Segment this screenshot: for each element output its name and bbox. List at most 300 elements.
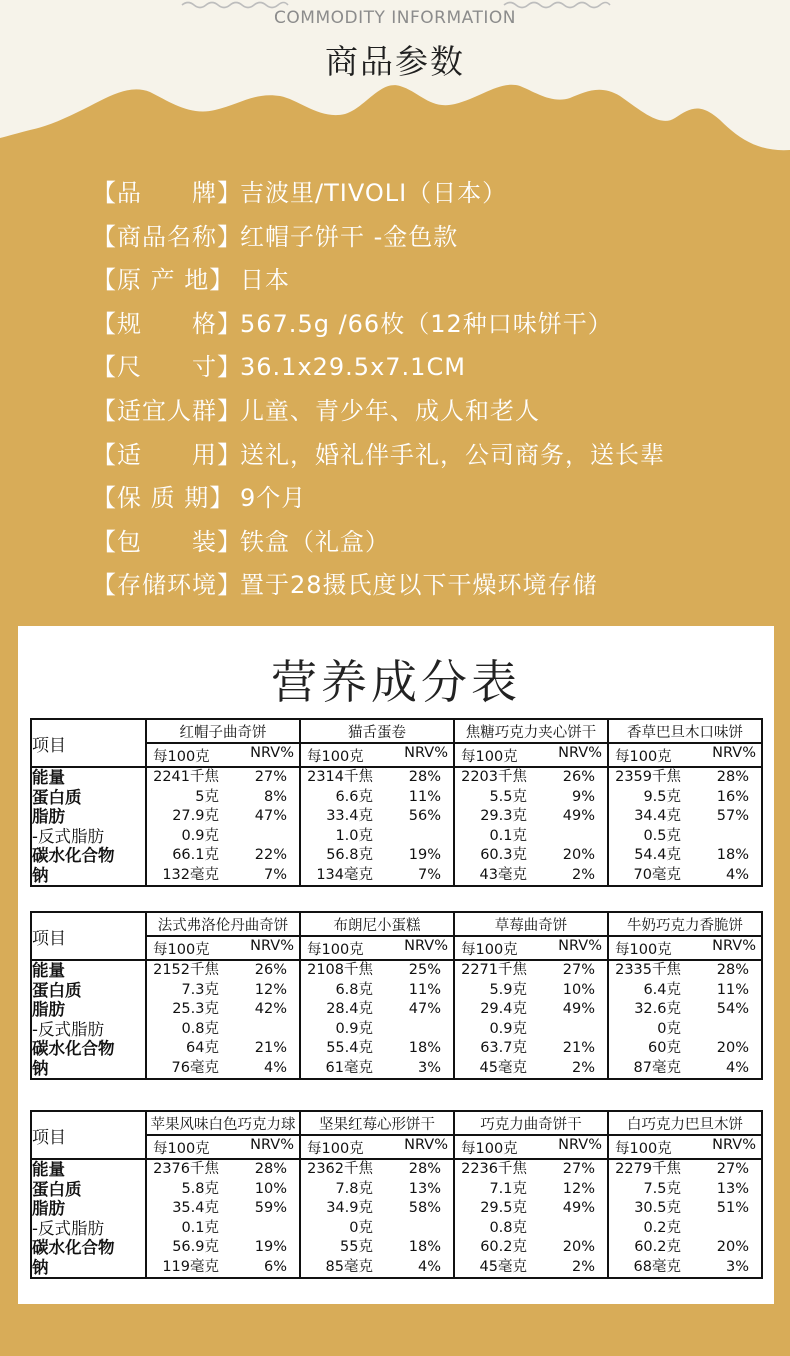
nrv-value: 27% [254, 769, 287, 785]
amount-value: 54.4克 [634, 847, 681, 863]
amount-value: 35.4克 [172, 1200, 219, 1216]
nrv-label: NRV% [404, 744, 448, 761]
per-100g-label: 每100克 [461, 748, 518, 765]
amount-value: 5.5克 [489, 788, 527, 805]
amount-value: 2108千焦 [307, 962, 373, 978]
amount-value: 70毫克 [633, 866, 681, 883]
amount-value: 34.4克 [634, 808, 681, 824]
nutrient-names-cell [31, 960, 146, 1079]
product-values-cell [146, 1159, 300, 1278]
param-key: 【适 用】 [92, 440, 242, 469]
nrv-value: 28% [716, 962, 749, 978]
value-row [301, 768, 453, 788]
nrv-label: NRV% [250, 937, 294, 954]
product-params-list [92, 172, 772, 608]
amount-value: 7.5克 [643, 1180, 681, 1197]
param-row [92, 259, 772, 303]
amount-value: 28.4克 [326, 1001, 373, 1017]
per-100g-label: 每100克 [461, 1140, 518, 1157]
amount-value: 0.9克 [335, 1020, 373, 1037]
nrv-value [527, 827, 607, 847]
param-value: 567.5g /66枚（12种口味饼干） [240, 309, 613, 338]
value-row [609, 1180, 761, 1200]
amount-value: 33.4克 [326, 808, 373, 824]
amount-value: 56.8克 [326, 847, 373, 863]
nrv-value: 28% [408, 1161, 441, 1177]
nrv-value: 19% [254, 1239, 287, 1255]
param-key: 【商品名称】 [92, 222, 242, 251]
param-row [92, 346, 772, 390]
per-100g-label: 每100克 [307, 941, 364, 958]
nrv-value: 54% [716, 1001, 749, 1017]
product-name: 巧克力曲奇饼干 [454, 1111, 608, 1135]
subheader-cell [146, 1135, 300, 1159]
amount-value: 29.4克 [480, 1001, 527, 1017]
nutrient-name: 脂肪 [32, 1199, 65, 1218]
amount-value: 60.2克 [634, 1239, 681, 1255]
amount-value: 87毫克 [633, 1059, 681, 1076]
value-row [455, 961, 607, 981]
nrv-value: 28% [716, 769, 749, 785]
param-key: 【规 格】 [92, 309, 242, 338]
nrv-value: 49% [562, 1200, 595, 1216]
nrv-value: 8% [263, 788, 287, 805]
per-100g-label: 每100克 [153, 941, 210, 958]
param-row [92, 303, 772, 347]
per-100g-label: 每100克 [461, 941, 518, 958]
nrv-value: 9% [571, 788, 595, 805]
param-value: 铁盒（礼盒） [240, 527, 390, 556]
nrv-label: NRV% [404, 1136, 448, 1153]
amount-value: 32.6克 [634, 1001, 681, 1017]
value-row [301, 788, 453, 808]
nrv-value: 2% [571, 1258, 595, 1275]
nutrient-name: 能量 [32, 768, 65, 787]
param-key: 【保 质 期】 [92, 484, 235, 513]
param-value: 吉波里/TIVOLI（日本） [240, 179, 508, 207]
nutrient-name: 钠 [32, 1257, 49, 1277]
amount-value: 2362千焦 [307, 1161, 373, 1177]
nrv-value: 3% [417, 1059, 441, 1076]
value-row [301, 1000, 453, 1020]
value-row [455, 827, 607, 847]
amount-value: 76毫克 [171, 1059, 219, 1076]
nrv-value: 28% [408, 769, 441, 785]
param-key: 【品 牌】 [92, 179, 242, 207]
value-row [301, 1258, 453, 1278]
nutrient-name: 碳水化合物 [32, 1238, 115, 1257]
value-row [147, 1059, 299, 1079]
amount-value: 7.8克 [335, 1180, 373, 1197]
param-key: 【原 产 地】 [92, 266, 235, 295]
nutrition-panel [18, 626, 774, 1304]
amount-value: 0.5克 [643, 827, 681, 844]
value-row [147, 846, 299, 866]
amount-value: 7.1克 [489, 1180, 527, 1197]
nutrient-name: -反式脂肪 [32, 826, 104, 846]
value-row [301, 1219, 453, 1239]
value-row [609, 1219, 761, 1239]
nrv-label: NRV% [712, 937, 756, 954]
value-row [301, 846, 453, 866]
product-name-row [31, 912, 762, 936]
value-row [455, 807, 607, 827]
param-row [92, 172, 772, 216]
product-name: 坚果红莓心形饼干 [300, 1111, 454, 1135]
nrv-value [373, 827, 453, 847]
value-row [147, 827, 299, 847]
subheader-cell [146, 936, 300, 960]
nrv-value [527, 1219, 607, 1239]
amount-value: 6.6克 [335, 788, 373, 805]
nrv-value: 20% [716, 1040, 749, 1056]
amount-value: 60克 [648, 1040, 681, 1056]
value-row [301, 1180, 453, 1200]
value-row [455, 981, 607, 1001]
subheader-cell [454, 1135, 608, 1159]
per-100g-label: 每100克 [615, 748, 672, 765]
param-value: 红帽子饼干 -金色款 [240, 222, 459, 251]
product-name: 布朗尼小蛋糕 [300, 912, 454, 936]
amount-value: 2241千焦 [153, 769, 219, 785]
product-values-cell [454, 1159, 608, 1278]
nrv-value: 21% [562, 1040, 595, 1056]
nrv-value [681, 827, 761, 847]
amount-value: 60.2克 [480, 1239, 527, 1255]
nutrient-values-row [31, 960, 762, 1079]
nrv-value: 51% [716, 1200, 749, 1216]
subheader-cell [454, 743, 608, 767]
amount-value: 1.0克 [335, 827, 373, 844]
amount-value: 29.3克 [480, 808, 527, 824]
product-name: 法式弗洛伦丹曲奇饼 [146, 912, 300, 936]
nrv-label: NRV% [404, 937, 448, 954]
amount-value: 2236千焦 [461, 1161, 527, 1177]
value-row [609, 827, 761, 847]
nrv-value: 4% [417, 1258, 441, 1275]
product-name: 猫舌蛋卷 [300, 719, 454, 743]
amount-value: 55克 [340, 1239, 373, 1255]
value-row [147, 961, 299, 981]
value-row [455, 1180, 607, 1200]
nutrient-name: 碳水化合物 [32, 1039, 115, 1058]
amount-value: 68毫克 [633, 1258, 681, 1275]
nrv-value: 47% [408, 1001, 441, 1017]
amount-value: 45毫克 [479, 1258, 527, 1275]
param-key: 【适宜人群】 [92, 396, 242, 425]
product-name: 苹果风味白色巧克力球 [146, 1111, 300, 1135]
amount-value: 0克 [657, 1020, 681, 1037]
amount-value: 7.3克 [181, 981, 219, 998]
nrv-value: 2% [571, 866, 595, 883]
value-row [455, 1219, 607, 1239]
value-row [147, 1160, 299, 1180]
per-100g-label: 每100克 [153, 748, 210, 765]
nrv-value: 27% [562, 962, 595, 978]
param-value: 9个月 [240, 484, 307, 513]
amount-value: 85毫克 [325, 1258, 373, 1275]
nrv-value: 18% [408, 1239, 441, 1255]
nutrient-names-cell [31, 767, 146, 886]
value-row [455, 1020, 607, 1040]
nrv-label: NRV% [712, 1136, 756, 1153]
nrv-value: 20% [716, 1239, 749, 1255]
amount-value: 0.9克 [489, 1020, 527, 1037]
value-row [609, 1238, 761, 1258]
subheader-cell [146, 743, 300, 767]
amount-value: 2279千焦 [615, 1161, 681, 1177]
amount-value: 2376千焦 [153, 1161, 219, 1177]
nrv-label: NRV% [250, 1136, 294, 1153]
nutrient-name: 能量 [32, 961, 65, 980]
nrv-value: 13% [716, 1180, 749, 1197]
subheader-cell [608, 743, 762, 767]
value-row [455, 846, 607, 866]
product-values-cell [454, 960, 608, 1079]
product-name: 草莓曲奇饼 [454, 912, 608, 936]
nrv-value: 13% [408, 1180, 441, 1197]
nrv-value: 10% [254, 1180, 287, 1197]
nrv-value: 16% [716, 788, 749, 805]
nrv-value [527, 1020, 607, 1040]
amount-value: 29.5克 [480, 1200, 527, 1216]
amount-value: 56.9克 [172, 1239, 219, 1255]
nrv-value: 49% [562, 808, 595, 824]
nutrition-table [30, 911, 763, 1080]
value-row [147, 1258, 299, 1278]
nutrient-name: -反式脂肪 [32, 1218, 104, 1238]
nrv-value: 11% [716, 981, 749, 998]
nutrient-name: 钠 [32, 1058, 49, 1078]
amount-value: 9.5克 [643, 788, 681, 805]
amount-value: 5.9克 [489, 981, 527, 998]
nrv-value: 20% [562, 1239, 595, 1255]
nutrient-values-row [31, 767, 762, 886]
nrv-value: 4% [263, 1059, 287, 1076]
nutrient-name: 蛋白质 [32, 980, 82, 1000]
product-values-cell [608, 1159, 762, 1278]
nrv-value [373, 1020, 453, 1040]
nrv-label: NRV% [250, 744, 294, 761]
nutrition-title: 营养成分表 [271, 655, 521, 709]
value-row [147, 1000, 299, 1020]
nrv-value [681, 1219, 761, 1239]
nutrient-names-cell [31, 1159, 146, 1278]
nrv-value [219, 827, 299, 847]
param-row [92, 564, 772, 608]
value-row [147, 768, 299, 788]
amount-value: 2335千焦 [615, 962, 681, 978]
param-value: 儿童、青少年、成人和老人 [240, 396, 540, 425]
left-wave-ornament [180, 0, 290, 10]
value-row [147, 1180, 299, 1200]
value-row [147, 981, 299, 1001]
value-row [147, 1039, 299, 1059]
nrv-value: 21% [254, 1040, 287, 1056]
nutrient-name: 碳水化合物 [32, 846, 115, 865]
nrv-value: 12% [254, 981, 287, 998]
nrv-value: 47% [254, 808, 287, 824]
product-values-cell [300, 767, 454, 886]
nrv-value [373, 1219, 453, 1239]
per-100g-label: 每100克 [615, 941, 672, 958]
param-row [92, 477, 772, 521]
nutrient-name: 蛋白质 [32, 1179, 82, 1199]
subheader-cell [300, 1135, 454, 1159]
value-row [455, 1059, 607, 1079]
nrv-value [681, 1020, 761, 1040]
nutrient-name: 能量 [32, 1160, 65, 1179]
nrv-value: 4% [725, 866, 749, 883]
nrv-value [219, 1020, 299, 1040]
value-row [147, 1020, 299, 1040]
nrv-value: 26% [562, 769, 595, 785]
value-row [609, 1039, 761, 1059]
header-eyebrow: COMMODITY INFORMATION [274, 8, 516, 28]
amount-value: 25.3克 [172, 1001, 219, 1017]
amount-value: 0.8克 [181, 1020, 219, 1037]
value-row [609, 1020, 761, 1040]
nrv-value: 58% [408, 1200, 441, 1216]
nrv-value: 56% [408, 808, 441, 824]
value-row [301, 827, 453, 847]
amount-value: 0.2克 [643, 1219, 681, 1236]
amount-value: 5克 [195, 788, 219, 805]
amount-value: 134毫克 [316, 866, 373, 883]
nrv-value: 4% [725, 1059, 749, 1076]
product-values-cell [608, 767, 762, 886]
amount-value: 2152千焦 [153, 962, 219, 978]
value-row [609, 768, 761, 788]
amount-value: 66.1克 [172, 847, 219, 863]
value-row [455, 1238, 607, 1258]
value-row [147, 1199, 299, 1219]
value-row [147, 788, 299, 808]
value-row [455, 1258, 607, 1278]
amount-value: 0.1克 [489, 827, 527, 844]
value-row [301, 807, 453, 827]
value-row [147, 866, 299, 886]
product-name-row [31, 719, 762, 743]
value-row [301, 1059, 453, 1079]
header-banner [0, 0, 790, 170]
nrv-value [219, 1219, 299, 1239]
nrv-value: 27% [716, 1161, 749, 1177]
item-label-cell: 项目 [31, 912, 146, 960]
nrv-label: NRV% [712, 744, 756, 761]
nrv-value: 28% [254, 1161, 287, 1177]
amount-value: 119毫克 [162, 1258, 219, 1275]
nutrient-name: 钠 [32, 865, 49, 885]
amount-value: 34.9克 [326, 1200, 373, 1216]
nutrient-values-row [31, 1159, 762, 1278]
nrv-value: 59% [254, 1200, 287, 1216]
value-row [455, 1000, 607, 1020]
value-row [455, 1199, 607, 1219]
nrv-value: 27% [562, 1161, 595, 1177]
param-key: 【尺 寸】 [92, 353, 242, 382]
nrv-value: 2% [571, 1059, 595, 1076]
amount-value: 45毫克 [479, 1059, 527, 1076]
nrv-value: 22% [254, 847, 287, 863]
nrv-value: 18% [716, 847, 749, 863]
subheader-cell [300, 936, 454, 960]
value-row [301, 981, 453, 1001]
nrv-label: NRV% [558, 937, 602, 954]
param-row [92, 521, 772, 565]
value-row [301, 1039, 453, 1059]
amount-value: 132毫克 [162, 866, 219, 883]
amount-value: 27.9克 [172, 808, 219, 824]
nutrient-name: 蛋白质 [32, 787, 82, 807]
nrv-value: 11% [408, 981, 441, 998]
per-100g-label: 每100克 [307, 748, 364, 765]
amount-value: 2271千焦 [461, 962, 527, 978]
nrv-value: 10% [562, 981, 595, 998]
product-values-cell [146, 960, 300, 1079]
value-row [609, 961, 761, 981]
product-values-cell [300, 1159, 454, 1278]
value-row [147, 1238, 299, 1258]
param-value: 36.1x29.5x7.1CM [240, 353, 466, 382]
subheader-cell [454, 936, 608, 960]
amount-value: 55.4克 [326, 1040, 373, 1056]
nrv-value: 42% [254, 1001, 287, 1017]
nrv-value: 19% [408, 847, 441, 863]
product-values-cell [300, 960, 454, 1079]
amount-value: 63.7克 [480, 1040, 527, 1056]
amount-value: 2314千焦 [307, 769, 373, 785]
amount-value: 64克 [186, 1040, 219, 1056]
item-label-cell: 项目 [31, 1111, 146, 1159]
product-name: 香草巴旦木口味饼 [608, 719, 762, 743]
amount-value: 30.5克 [634, 1200, 681, 1216]
subheader-cell [608, 936, 762, 960]
value-row [609, 1000, 761, 1020]
value-row [147, 807, 299, 827]
value-row [455, 866, 607, 886]
per-100g-label: 每100克 [153, 1140, 210, 1157]
nrv-value: 20% [562, 847, 595, 863]
amount-value: 61毫克 [325, 1059, 373, 1076]
param-row [92, 216, 772, 260]
nrv-value: 7% [263, 866, 287, 883]
nrv-value: 26% [254, 962, 287, 978]
right-wave-ornament [502, 0, 612, 10]
param-value: 送礼，婚礼伴手礼，公司商务，送长辈 [240, 440, 665, 469]
value-row [301, 1199, 453, 1219]
nrv-label: NRV% [558, 1136, 602, 1153]
amount-value: 2359千焦 [615, 769, 681, 785]
amount-value: 5.8克 [181, 1180, 219, 1197]
param-key: 【包 装】 [92, 527, 242, 556]
value-row [609, 981, 761, 1001]
per-100g-label: 每100克 [307, 1140, 364, 1157]
item-label-cell: 项目 [31, 719, 146, 767]
param-value: 置于28摄氏度以下干燥环境存储 [240, 571, 598, 600]
product-values-cell [146, 767, 300, 886]
param-row [92, 390, 772, 434]
nrv-value: 11% [408, 788, 441, 805]
nrv-value: 49% [562, 1001, 595, 1017]
value-row [609, 1258, 761, 1278]
amount-value: 0克 [349, 1219, 373, 1236]
nrv-value: 6% [263, 1258, 287, 1275]
product-name-row [31, 1111, 762, 1135]
value-row [609, 866, 761, 886]
nutrient-name: -反式脂肪 [32, 1019, 104, 1039]
nrv-value: 12% [562, 1180, 595, 1197]
